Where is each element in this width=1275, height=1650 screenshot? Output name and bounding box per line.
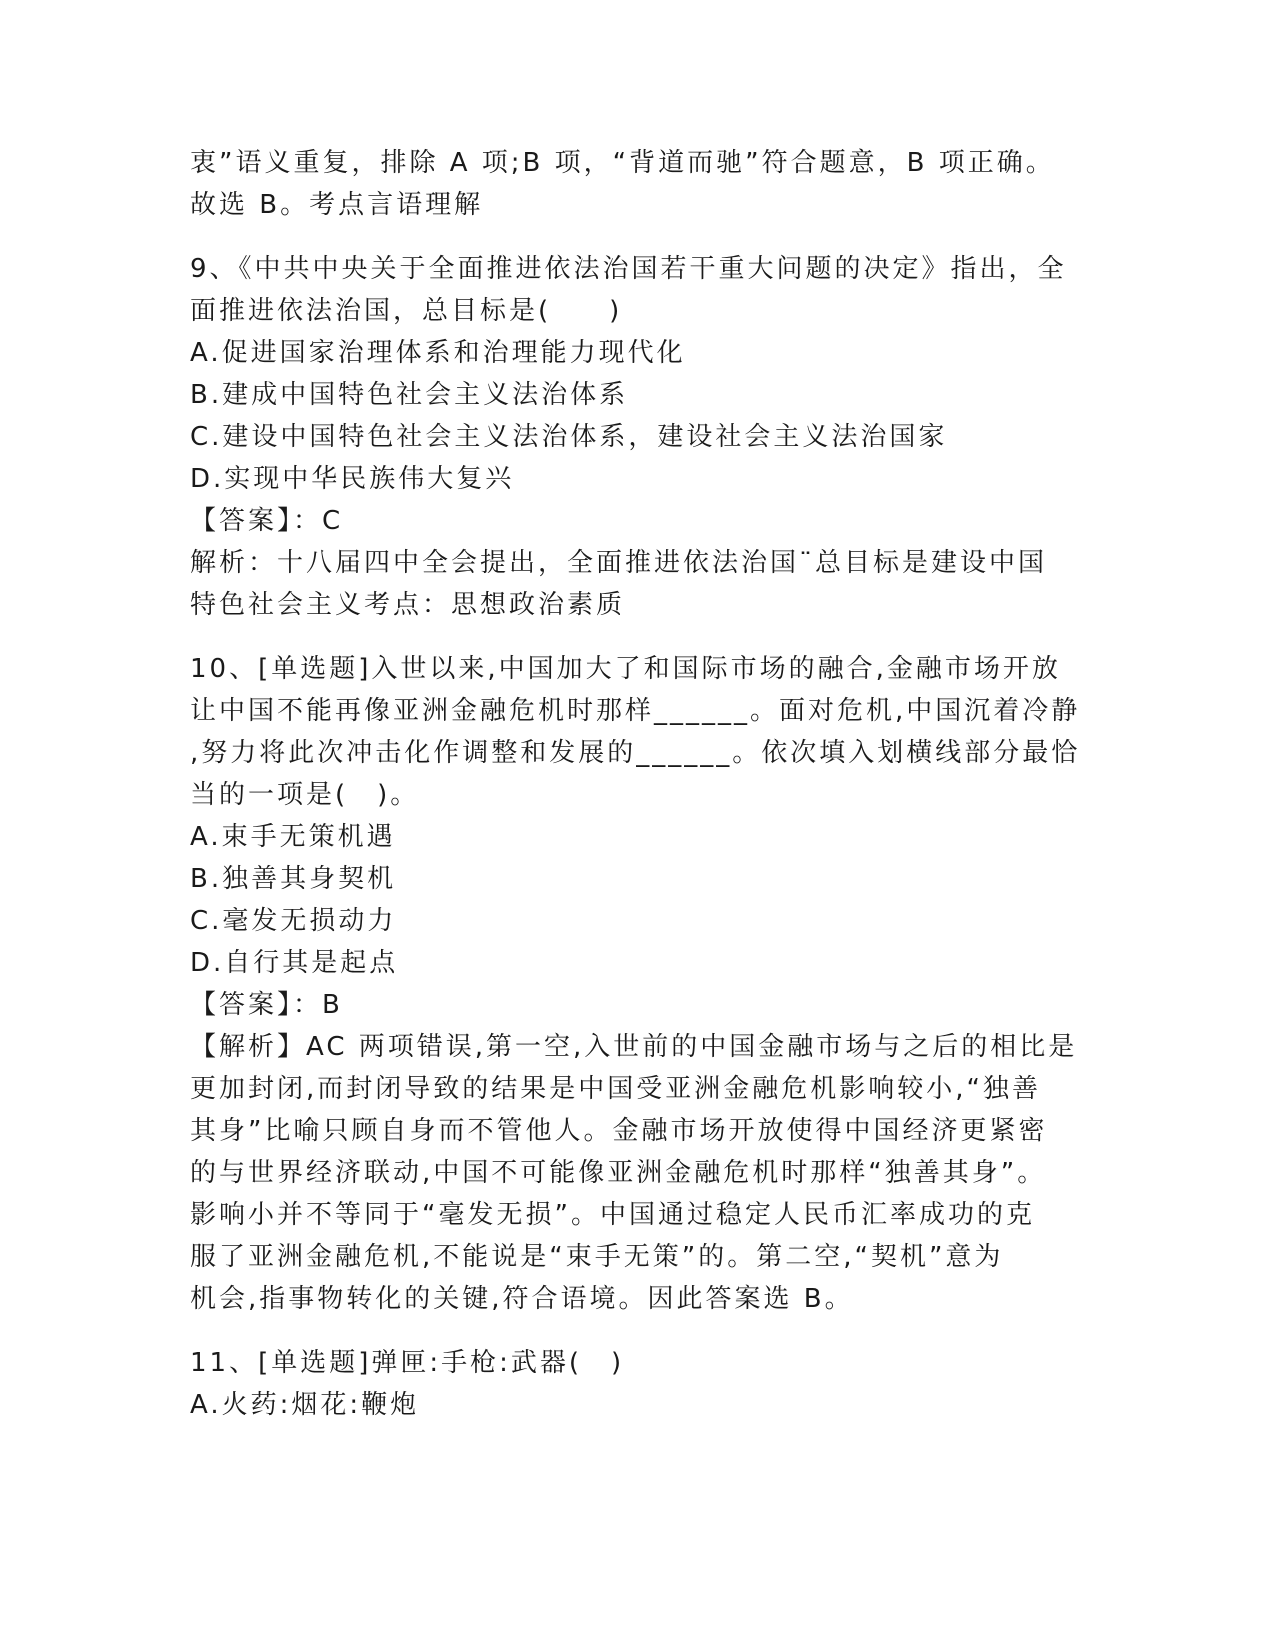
option-b: B.建成中国特色社会主义法治体系	[190, 380, 629, 410]
text-line: 衷”语义重复，排除 A 项;B 项，“背道而驰”符合题意，B 项正确。	[190, 148, 1055, 178]
prev-explanation	[190, 142, 1090, 226]
question-stem: 面推进依法治国，总目标是( )	[190, 296, 623, 326]
explanation: 影响小并不等同于“毫发无损”。中国通过稳定人民币汇率成功的克	[190, 1200, 1035, 1230]
explanation: 机会,指事物转化的关键,符合语境。因此答案选 B。	[190, 1284, 854, 1314]
option-b: B.独善其身契机	[190, 864, 397, 894]
option-a: A.束手无策机遇	[190, 822, 396, 852]
question-11	[190, 1342, 1090, 1426]
document-page	[190, 142, 1090, 1426]
explanation: 更加封闭,而封闭导致的结果是中国受亚洲金融危机影响较小,“独善	[190, 1074, 1041, 1104]
option-a: A.火药:烟花:鞭炮	[190, 1390, 420, 1420]
question-10	[190, 648, 1090, 1320]
option-d: D.自行其是起点	[190, 948, 399, 978]
option-c: C.建设中国特色社会主义法治体系，建设社会主义法治国家	[190, 422, 948, 452]
question-9	[190, 248, 1090, 626]
question-stem: ,努力将此次冲击化作调整和发展的______。依次填入划横线部分最恰	[190, 738, 1081, 768]
explanation: 的与世界经济联动,中国不可能像亚洲金融危机时那样“独善其身”。	[190, 1158, 1047, 1188]
explanation: 服了亚洲金融危机,不能说是“束手无策”的。第二空,“契机”意为	[190, 1242, 1004, 1272]
question-stem: 10、[单选题]入世以来,中国加大了和国际市场的融合,金融市场开放	[190, 654, 1061, 684]
answer: 【答案】：B	[190, 990, 343, 1020]
option-d: D.实现中华民族伟大复兴	[190, 464, 515, 494]
explanation: 特色社会主义考点：思想政治素质	[190, 590, 626, 620]
question-stem: 9、《中共中央关于全面推进依法治国若干重大问题的决定》指出，全	[190, 254, 1067, 284]
question-stem: 让中国不能再像亚洲金融危机时那样______。面对危机,中国沉着冷静	[190, 696, 1081, 726]
option-a: A.促进国家治理体系和治理能力现代化	[190, 338, 686, 368]
explanation: 解析：十八届四中全会提出，全面推进依法治国¨总目标是建设中国	[190, 548, 1048, 578]
explanation: 其身”比喻只顾自身而不管他人。金融市场开放使得中国经济更紧密	[190, 1116, 1048, 1146]
text-line: 故选 B。考点言语理解	[190, 190, 484, 220]
question-stem: 11、[单选题]弹匣:手枪:武器( )	[190, 1348, 625, 1378]
question-stem: 当的一项是( )。	[190, 780, 420, 810]
answer: 【答案】：C	[190, 506, 344, 536]
option-c: C.毫发无损动力	[190, 906, 397, 936]
explanation: 【解析】AC 两项错误,第一空,入世前的中国金融市场与之后的相比是	[190, 1032, 1078, 1062]
